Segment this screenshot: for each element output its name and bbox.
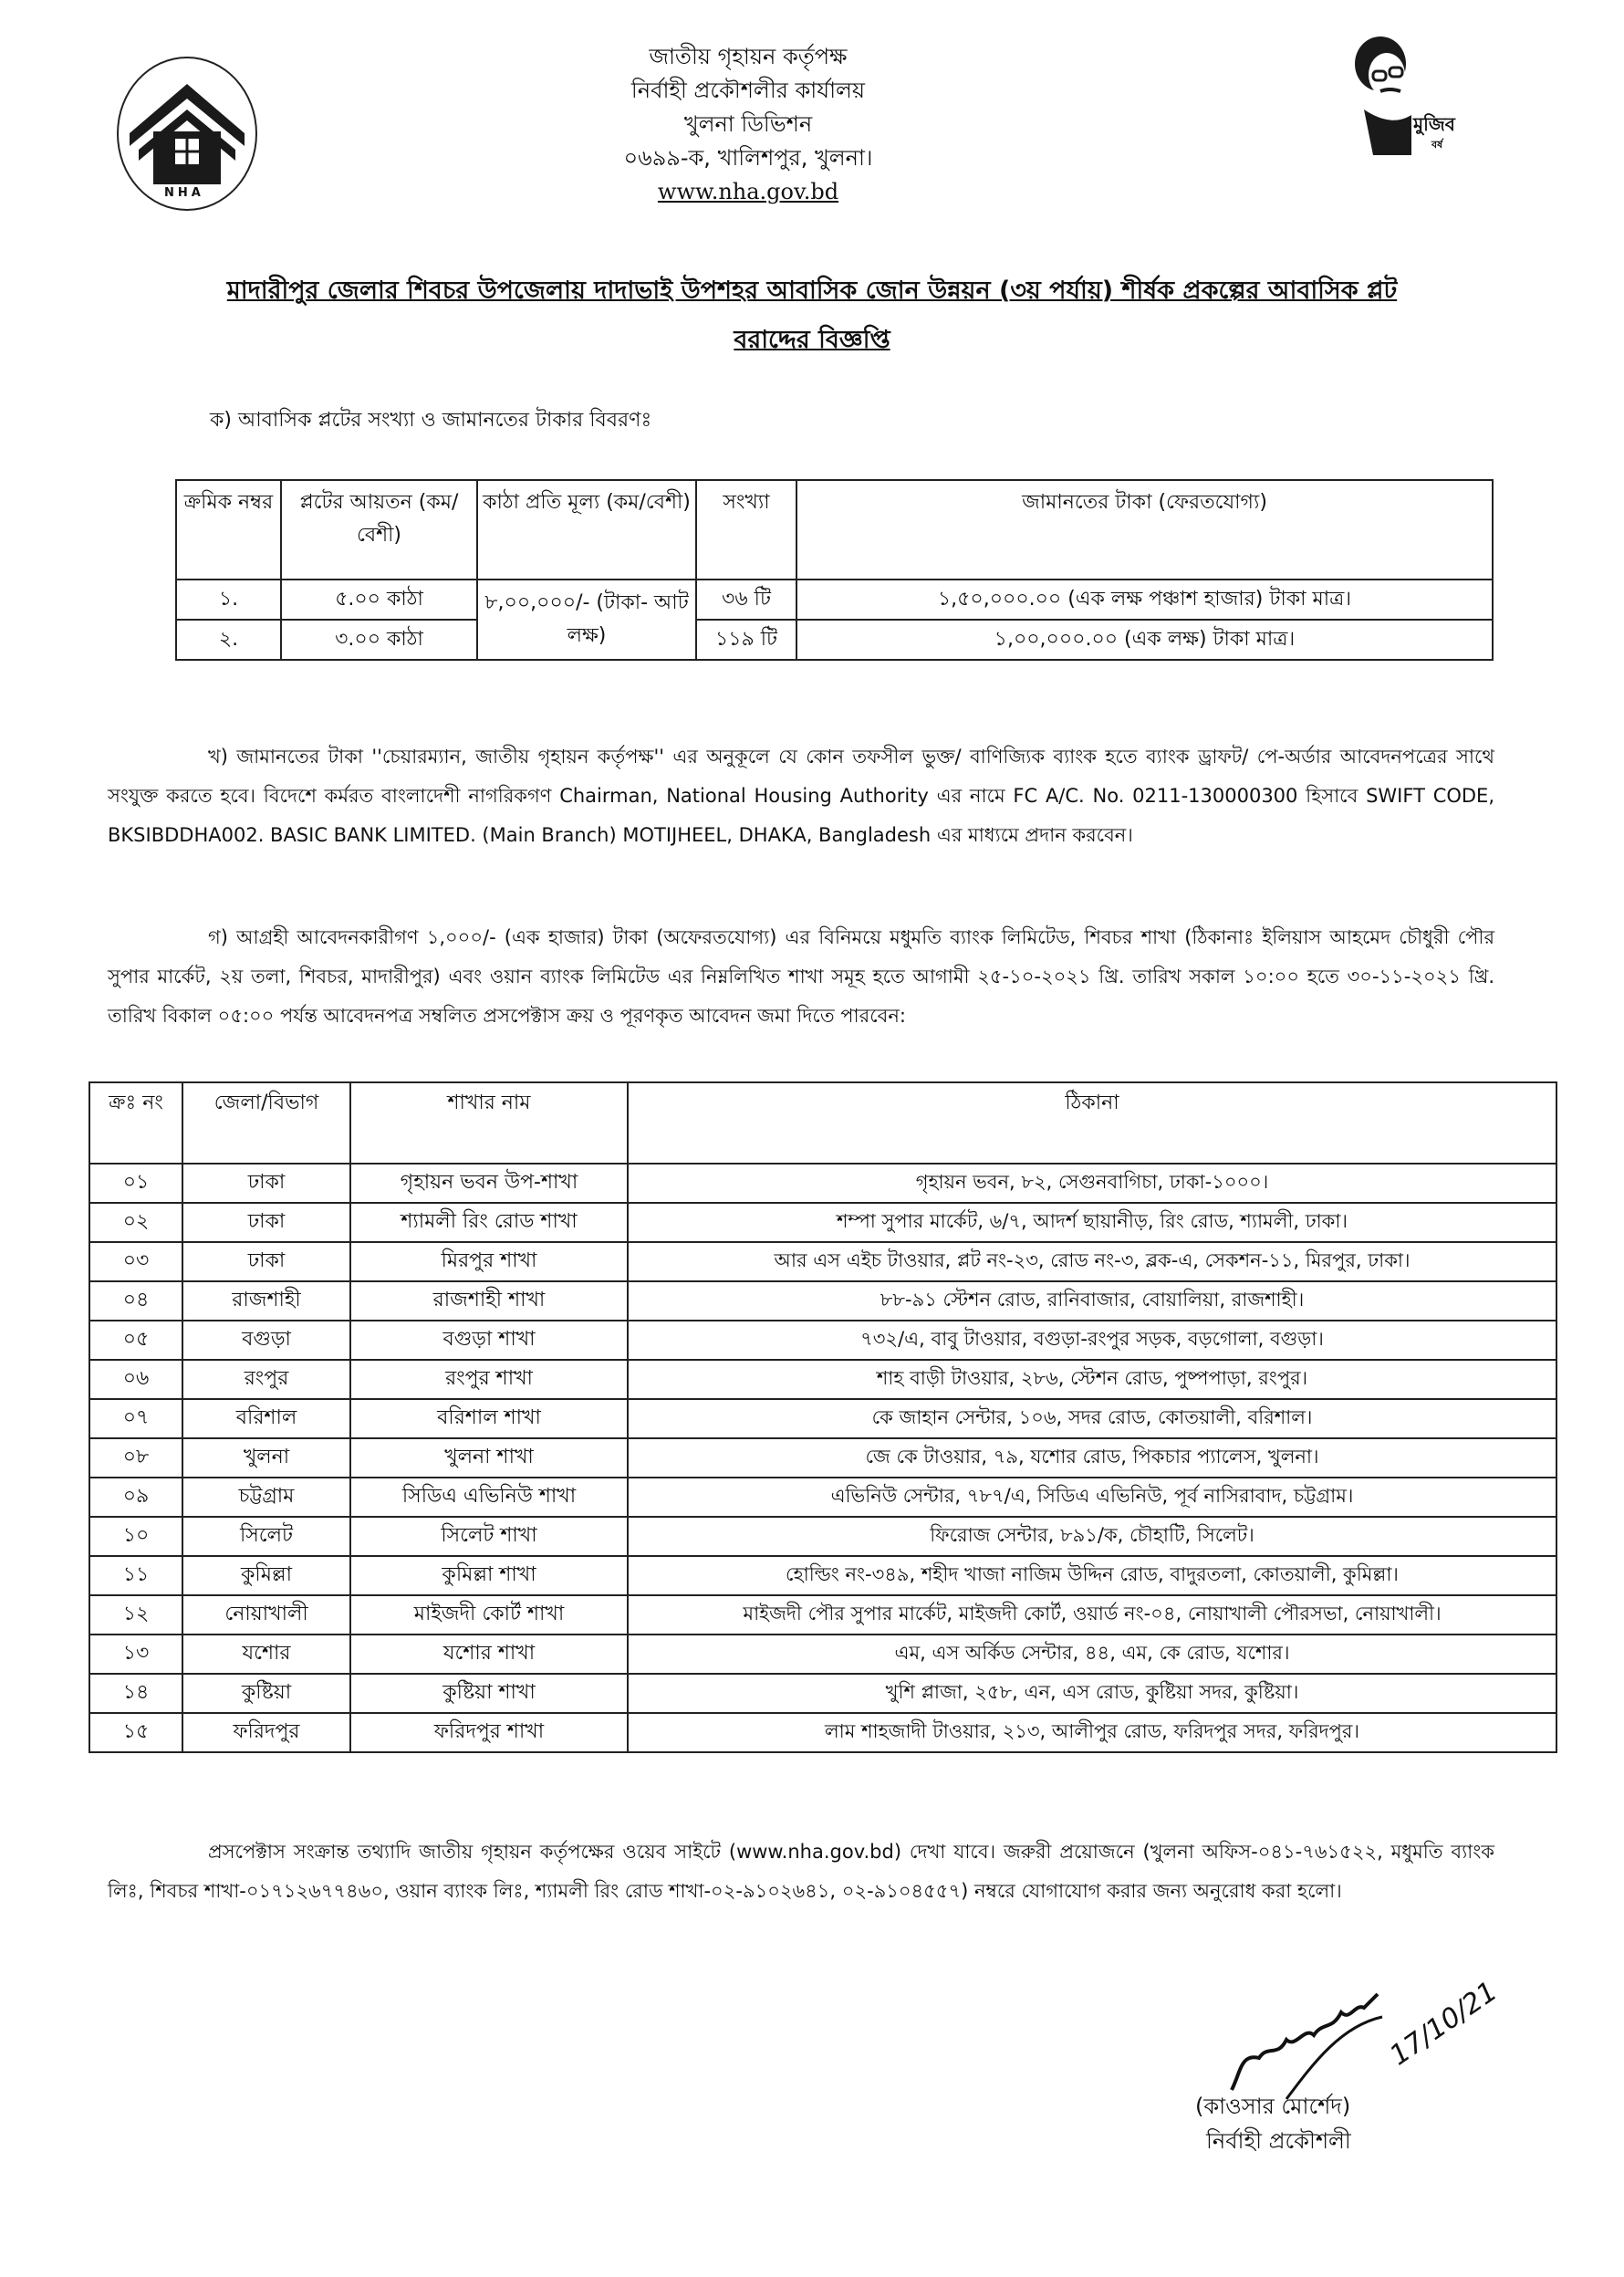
section-kha-lead: খ) জামানতের টাকা ''চেয়ারম্যান, জাতীয় গৃহায়ন কর্তৃপক্ষ'' এর অনুকূলে যে কোন তফসীল ভুক্ত/ বাণিজ্যিক ব্যাংক হতে ব্যাংক xyxy=(208,746,1190,768)
cell-address: আর এস এইচ টাওয়ার, প্লট নং-২৩, রোড নং-৩, ব্লক-এ, সেকশন-১১, মিরপুর, ঢাকা। xyxy=(628,1242,1556,1281)
division-name: খুলনা ডিভিশন xyxy=(683,111,813,137)
cell-no: ১৫ xyxy=(89,1713,182,1752)
cell-no: ০৬ xyxy=(89,1360,182,1399)
cell-branch: গৃহায়ন ভবন উপ-শাখা xyxy=(350,1164,628,1203)
cell-branch: রংপুর শাখা xyxy=(350,1360,628,1399)
cell-district: নোয়াখালী xyxy=(182,1595,350,1635)
branch-table-header xyxy=(89,1082,1556,1164)
header-district: জেলা/বিভাগ xyxy=(182,1082,350,1164)
table-row xyxy=(176,620,1493,660)
cell-district: ঢাকা xyxy=(182,1164,350,1203)
cell-address: ফিরোজ সেন্টার, ৮৯১/ক, চৌহাটি, সিলেট। xyxy=(628,1517,1556,1556)
cell-size: ৩.০০ কাঠা xyxy=(281,620,477,660)
cell-count: ১১৯ টি xyxy=(696,620,796,660)
cell-address: মাইজদী পৌর সুপার মার্কেট, মাইজদী কোর্ট, ওয়ার্ড নং-০৪, নোয়াখালী পৌরসভা, নোয়াখালী। xyxy=(628,1595,1556,1635)
cell-district: ফরিদপুর xyxy=(182,1713,350,1752)
cell-address: ৭৩২/এ, বাবু টাওয়ার, বগুড়া-রংপুর সড়ক, বড়গোলা, বগুড়া। xyxy=(628,1321,1556,1360)
mujib-borsho-portrait-icon xyxy=(1337,27,1473,164)
table-row xyxy=(89,1321,1556,1360)
mujib-borsho-logo xyxy=(1337,27,1473,164)
cell-address: ৮৮-৯১ স্টেশন রোড, রানিবাজার, বোয়ালিয়া, রাজশাহী। xyxy=(628,1281,1556,1321)
cell-no: ০৯ xyxy=(89,1478,182,1517)
signature-date: 17/10/21 xyxy=(1384,1975,1504,2073)
signatory-name: (কাওসার মোর্শেদ) xyxy=(1195,2094,1351,2119)
plot-table-header xyxy=(176,480,1493,580)
cell-address: লাম শাহজাদী টাওয়ার, ২১৩, আলীপুর রোড, ফরিদপুর সদর, ফরিদপুর। xyxy=(628,1713,1556,1752)
nha-logo xyxy=(117,57,257,211)
section-ga-lead: গ) আগ্রহী আবেদনকারীগণ ১,০০০/- (এক হাজার) টাকা (অফেরতযোগ্য) এর বিনিময়ে মধুমতি ব্যাংক লিমিটেড, শিবচর শাখা xyxy=(208,926,1177,948)
table-row xyxy=(89,1203,1556,1242)
cell-district: সিলেট xyxy=(182,1517,350,1556)
header-address: ঠিকানা xyxy=(628,1082,1556,1164)
cell-no: ১৪ xyxy=(89,1674,182,1713)
office-address: ০৬৯৯-ক, খালিশপুর, খুলনা। xyxy=(623,145,873,171)
cell-district: ঢাকা xyxy=(182,1203,350,1242)
table-row xyxy=(89,1164,1556,1203)
cell-serial: ২. xyxy=(176,620,281,660)
logo-nha-text: NHA xyxy=(164,186,204,200)
contact-lead: প্রসপেক্টাস সংক্রান্ত তথ্যাদি জাতীয় গৃহায়ন কর্তৃপক্ষের ওয়েব সাইটে (www.nha.gov.bd) দেখা যাবে। জরুরী প্রয়োজনে (খুলনা xyxy=(208,1841,1194,1863)
cell-no: ১২ xyxy=(89,1595,182,1635)
table-row xyxy=(89,1713,1556,1752)
title-line-2: বরাদ্দের বিজ্ঞপ্তি xyxy=(734,326,890,354)
table-row xyxy=(89,1674,1556,1713)
cell-address: গৃহায়ন ভবন, ৮২, সেগুনবাগিচা, ঢাকা-১০০০। xyxy=(628,1164,1556,1203)
cell-no: ১০ xyxy=(89,1517,182,1556)
notice-title xyxy=(114,266,1510,365)
table-row xyxy=(89,1242,1556,1281)
cell-no: ০১ xyxy=(89,1164,182,1203)
header-no: ক্রঃ নং xyxy=(89,1082,182,1164)
header-serial: ক্রমিক নম্বর xyxy=(176,480,281,580)
letterhead xyxy=(511,40,985,209)
contact-paragraph xyxy=(108,1833,1494,1911)
cell-no: ০৩ xyxy=(89,1242,182,1281)
cell-district: খুলনা xyxy=(182,1438,350,1478)
cell-district: রাজশাহী xyxy=(182,1281,350,1321)
cell-branch: ফরিদপুর শাখা xyxy=(350,1713,628,1752)
cell-address: শম্পা সুপার মার্কেট, ৬/৭, আদর্শ ছায়ানীড়, রিং রোড, শ্যামলী, ঢাকা। xyxy=(628,1203,1556,1242)
cell-district: কুমিল্লা xyxy=(182,1556,350,1595)
website-link[interactable]: www.nha.gov.bd xyxy=(657,179,839,204)
table-row xyxy=(176,580,1493,620)
cell-district: বগুড়া xyxy=(182,1321,350,1360)
header-price-per-katha: কাঠা প্রতি মূল্য (কম/বেশী) xyxy=(477,480,696,580)
table-row xyxy=(89,1517,1556,1556)
cell-no: ০৫ xyxy=(89,1321,182,1360)
signatory-designation: নির্বাহী প্রকৌশলী xyxy=(1206,2128,1351,2154)
cell-address: খুশি প্লাজা, ২৫৮, এন, এস রোড, কুষ্টিয়া সদর, কুষ্টিয়া। xyxy=(628,1674,1556,1713)
cell-branch: শ্যামলী রিং রোড শাখা xyxy=(350,1203,628,1242)
table-row xyxy=(89,1360,1556,1399)
header-count: সংখ্যা xyxy=(696,480,796,580)
plot-table xyxy=(175,479,1494,661)
cell-branch: কুষ্টিয়া শাখা xyxy=(350,1674,628,1713)
office-name: নির্বাহী প্রকৌশলীর কার্যালয় xyxy=(630,78,866,103)
table-row xyxy=(89,1438,1556,1478)
cell-branch: মাইজদী কোর্ট শাখা xyxy=(350,1595,628,1635)
section-ga-paragraph xyxy=(108,918,1494,1036)
cell-serial: ১. xyxy=(176,580,281,620)
cell-branch: রাজশাহী শাখা xyxy=(350,1281,628,1321)
mujib-text: মুজিব xyxy=(1413,113,1455,135)
branch-table xyxy=(88,1081,1557,1753)
table-row xyxy=(89,1281,1556,1321)
cell-branch: বগুড়া শাখা xyxy=(350,1321,628,1360)
cell-count: ৩৬ টি xyxy=(696,580,796,620)
cell-price: ৮,০০,০০০/- (টাকা- আট লক্ষ) xyxy=(477,580,696,660)
section-kha-text: ড্রাফট/ পে-অর্ডার আবেদনপত্রের সাথে সংযুক্ত করতে হবে। বিদেশে কর্মরত বাংলাদেশী নাগরিকগণ Chairman, National Housing Authority এর নামে FC A/C. No. 0211-130000300 হিসাবে SWIFT CODE, BKSIBDDHA002. BASIC BANK LIMITED. (Main Branch) MOTIJHEEL, DHAKA, Bangladesh এর মাধ্যমে প্রদান করবেন। xyxy=(108,746,1494,846)
cell-district: বরিশাল xyxy=(182,1399,350,1438)
cell-district: ঢাকা xyxy=(182,1242,350,1281)
cell-district: কুষ্টিয়া xyxy=(182,1674,350,1713)
header-plot-size: প্লটের আয়তন (কম/বেশী) xyxy=(281,480,477,580)
cell-deposit: ১,০০,০০০.০০ (এক লক্ষ) টাকা মাত্র। xyxy=(796,620,1493,660)
cell-no: ১১ xyxy=(89,1556,182,1595)
cell-no: ০২ xyxy=(89,1203,182,1242)
cell-district: চট্টগ্রাম xyxy=(182,1478,350,1517)
table-row xyxy=(89,1595,1556,1635)
cell-branch: মিরপুর শাখা xyxy=(350,1242,628,1281)
cell-address: হোল্ডিং নং-৩৪৯, শহীদ খাজা নাজিম উদ্দিন রোড, বাদুরতলা, কোতয়ালী, কুমিল্লা। xyxy=(628,1556,1556,1595)
org-name: জাতীয় গৃহায়ন কর্তৃপক্ষ xyxy=(649,44,848,69)
cell-address: কে জাহান সেন্টার, ১০৬, সদর রোড, কোতয়ালী, বরিশাল। xyxy=(628,1399,1556,1438)
cell-branch: কুমিল্লা শাখা xyxy=(350,1556,628,1595)
contact-text: অফিস-০৪১-৭৬১৫২২, মধুমতি ব্যাংক লিঃ, শিবচর শাখা-০১৭১২৬৭৭৪৬০, ওয়ান ব্যাংক লিঃ, শ্যামলী রিং রোড শাখা-০২-৯১০২৬৪১, ০২-৯১০৪৫৫৭) নম্বরে যোগাযোগ করার জন্য অনুরোধ করা হলো। xyxy=(108,1841,1494,1902)
cell-no: ০৮ xyxy=(89,1438,182,1478)
cell-district: যশোর xyxy=(182,1635,350,1674)
borsho-text: বর্ষ xyxy=(1431,139,1443,151)
cell-branch: সিডিএ এভিনিউ শাখা xyxy=(350,1478,628,1517)
cell-no: ০৭ xyxy=(89,1399,182,1438)
cell-no: ১৩ xyxy=(89,1635,182,1674)
signature-handwritten xyxy=(1186,1971,1515,2108)
header-deposit: জামানতের টাকা (ফেরতযোগ্য) xyxy=(796,480,1493,580)
section-kha-paragraph xyxy=(108,737,1494,855)
branch-rows xyxy=(89,1164,1556,1752)
header-branch: শাখার নাম xyxy=(350,1082,628,1164)
cell-branch: বরিশাল শাখা xyxy=(350,1399,628,1438)
table-row xyxy=(89,1635,1556,1674)
cell-address: এভিনিউ সেন্টার, ৭৮৭/এ, সিডিএ এভিনিউ, পূর্ব নাসিরাবাদ, চট্টগ্রাম। xyxy=(628,1478,1556,1517)
cell-address: এম, এস অর্কিড সেন্টার, ৪৪, এম, কে রোড, যশোর। xyxy=(628,1635,1556,1674)
title-line-1: মাদারীপুর জেলার শিবচর উপজেলায় দাদাভাই উপশহর আবাসিক জোন উন্নয়ন (৩য় পর্যায়) শীর্ষক প্রকল্পের আবাসিক প্লট xyxy=(226,277,1398,305)
cell-address: শাহ বাড়ী টাওয়ার, ২৮৬, স্টেশন রোড, পুষ্পপাড়া, রংপুর। xyxy=(628,1360,1556,1399)
cell-deposit: ১,৫০,০০০.০০ (এক লক্ষ পঞ্চাশ হাজার) টাকা মাত্র। xyxy=(796,580,1493,620)
table-row xyxy=(89,1399,1556,1438)
section-ga-text: (ঠিকানাঃ ইলিয়াস আহমেদ চৌধুরী পৌর সুপার মার্কেট, ২য় তলা, শিবচর, মাদারীপুর) এবং ওয়ান ব্যাংক লিমিটেড এর নিম্নলিখিত শাখা সমূহ হতে আগামী ২৫-১০-২০২১ খ্রি. তারিখ সকাল ১০:০০ হতে ৩০-১১-২০২১ খ্রি. তারিখ বিকাল ০৫:০০ পর্যন্ত আবেদনপত্র সম্বলিত প্রসপেক্টাস ক্রয় ও পূরণকৃত আবেদন জমা দিতে পারবেন: xyxy=(108,926,1494,1027)
cell-size: ৫.০০ কাঠা xyxy=(281,580,477,620)
table-row xyxy=(89,1556,1556,1595)
cell-branch: সিলেট শাখা xyxy=(350,1517,628,1556)
cell-district: রংপুর xyxy=(182,1360,350,1399)
cell-no: ০৪ xyxy=(89,1281,182,1321)
section-ka-label: ক) আবাসিক প্লটের সংখ্যা ও জামানতের টাকার বিবরণঃ xyxy=(210,409,652,432)
cell-address: জে কে টাওয়ার, ৭৯, যশোর রোড, পিকচার প্যালেস, খুলনা। xyxy=(628,1438,1556,1478)
cell-branch: খুলনা শাখা xyxy=(350,1438,628,1478)
cell-branch: যশোর শাখা xyxy=(350,1635,628,1674)
table-row xyxy=(89,1478,1556,1517)
